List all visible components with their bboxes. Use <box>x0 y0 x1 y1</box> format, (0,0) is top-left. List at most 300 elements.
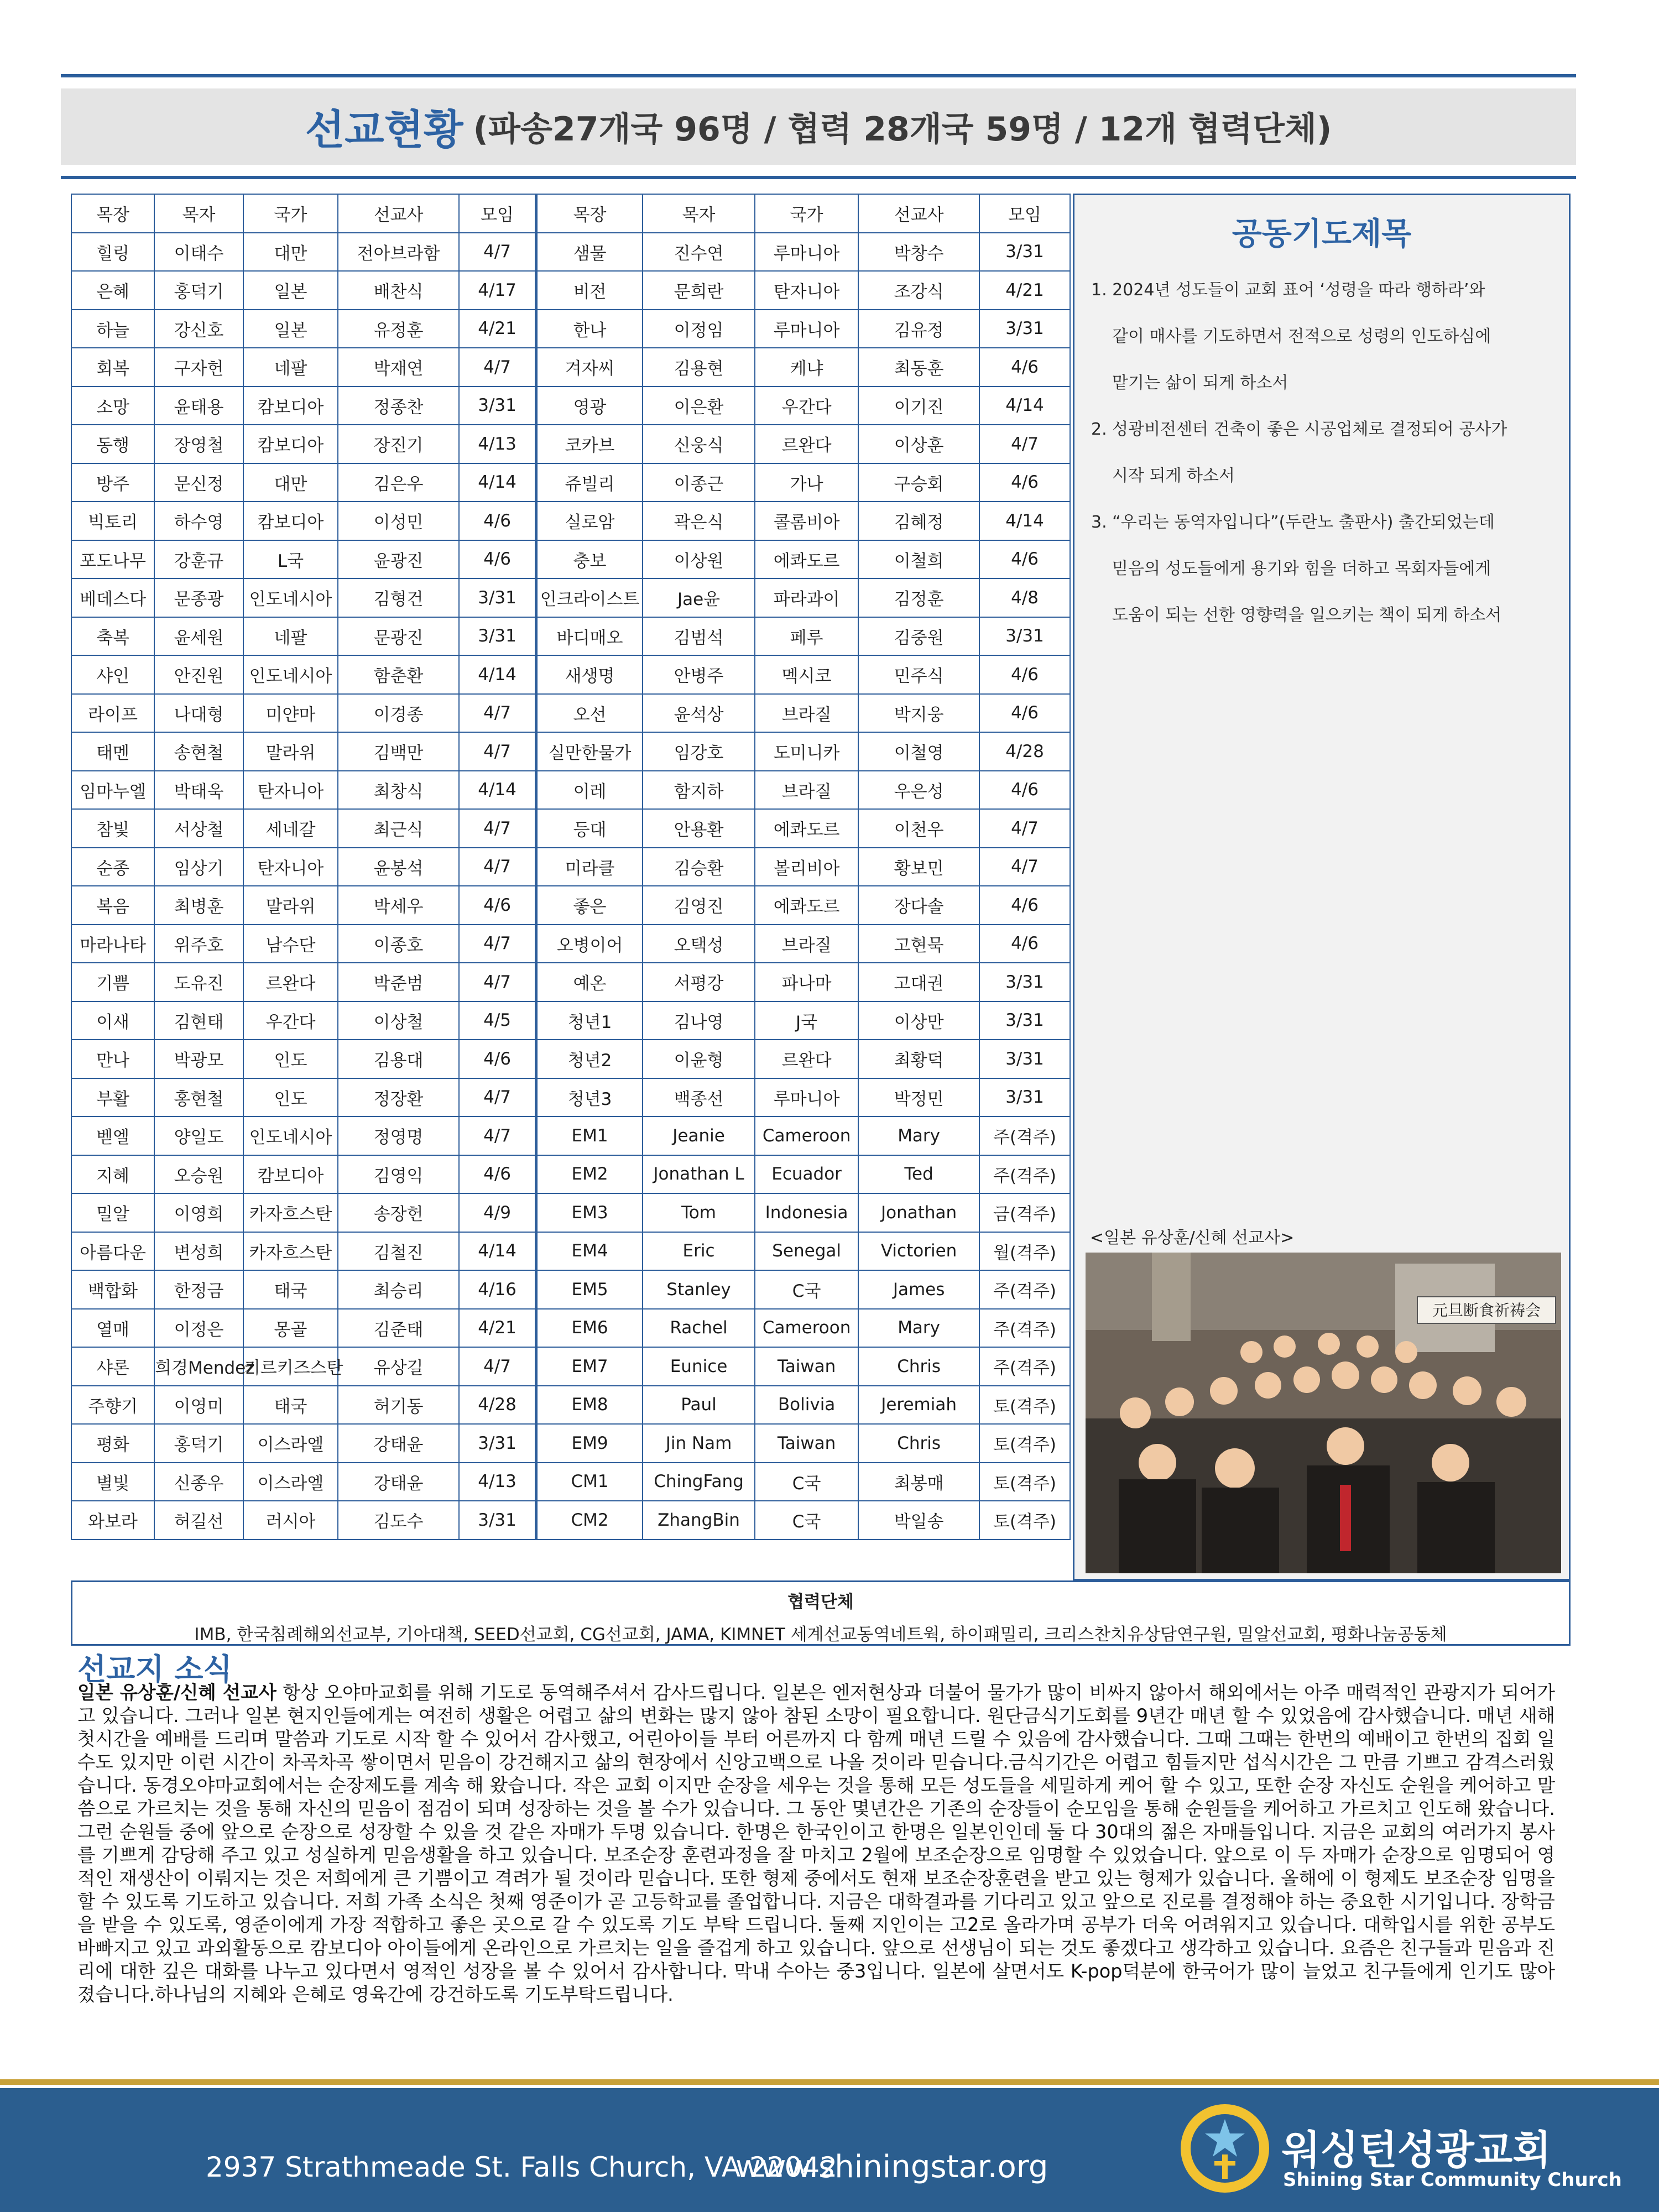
table-cell: 장영철 <box>154 425 243 463</box>
table-cell: Eunice <box>643 1347 755 1386</box>
page-title: 선교현황 <box>305 106 463 154</box>
news-body <box>77 1681 1555 2006</box>
table-cell: 나대형 <box>154 694 243 733</box>
table-cell: Senegal <box>755 1232 858 1271</box>
table-cell: 박일송 <box>858 1501 979 1540</box>
table-cell: 캄보디아 <box>243 502 338 540</box>
prayer-title: 공동기도제목 <box>1232 216 1412 252</box>
table-cell: 이경종 <box>338 694 459 733</box>
table-cell: 민주식 <box>858 655 979 694</box>
table-cell: 우간다 <box>755 387 858 425</box>
table-cell: 주(격주) <box>979 1309 1070 1348</box>
table-cell: 네팔 <box>243 617 338 656</box>
table-cell: 코카브 <box>536 425 643 463</box>
table-cell: 하수영 <box>154 502 243 540</box>
table-cell: 가나 <box>755 463 858 502</box>
table-cell: 윤봉석 <box>338 848 459 886</box>
table-cell: 청년2 <box>536 1040 643 1078</box>
table-cell: 힐링 <box>71 233 154 272</box>
table-cell: 4/6 <box>979 886 1070 925</box>
table-cell: 함지하 <box>643 771 755 810</box>
table-cell: Indonesia <box>755 1193 858 1232</box>
table-row <box>71 1347 1070 1386</box>
table-cell: 토(격주) <box>979 1386 1070 1425</box>
table-cell: 문종광 <box>154 578 243 617</box>
table-cell: 소망 <box>71 387 154 425</box>
table-row <box>71 1117 1070 1155</box>
table-cell: 3/31 <box>979 310 1070 348</box>
table-cell: 고현묵 <box>858 925 979 963</box>
table-cell: 4/7 <box>459 233 536 272</box>
missionary-group-photo <box>1086 1253 1561 1573</box>
table-cell: 양일도 <box>154 1117 243 1155</box>
table-cell: 위주호 <box>154 925 243 963</box>
table-cell: 우은성 <box>858 771 979 810</box>
table-cell: 강신호 <box>154 310 243 348</box>
table-cell: C국 <box>755 1463 858 1501</box>
table-cell: 3/31 <box>979 1078 1070 1117</box>
table-cell: 참빛 <box>71 809 154 848</box>
table-cell: 기쁨 <box>71 963 154 1001</box>
table-cell: EM7 <box>536 1347 643 1386</box>
table-row <box>71 732 1070 771</box>
table-cell: 에콰도르 <box>755 540 858 579</box>
table-cell: 김승환 <box>643 848 755 886</box>
table-cell: 이레 <box>536 771 643 810</box>
table-cell: 만나 <box>71 1040 154 1078</box>
table-cell: 예온 <box>536 963 643 1001</box>
table-cell: L국 <box>243 540 338 579</box>
table-cell: 서평강 <box>643 963 755 1001</box>
column-header: 목장 <box>71 194 154 233</box>
table-cell: 3/31 <box>459 617 536 656</box>
table-cell: 4/14 <box>459 463 536 502</box>
photo-caption: <일본 유상훈/신혜 선교사> <box>1090 1228 1295 1248</box>
table-cell: 주향기 <box>71 1386 154 1425</box>
table-cell: Ted <box>858 1155 979 1194</box>
table-cell: 4/14 <box>459 655 536 694</box>
table-cell: 김현태 <box>154 1001 243 1040</box>
partners-list: IMB, 한국침례해외선교부, 기아대책, SEED선교회, CG선교회, JAMA, KIMNET 세계선교동역네트웍, 하이패밀리, 크리스찬치유상담연구원, 밀알선교회, 평화나눔공동체 <box>194 1625 1447 1645</box>
table-cell: 인도네시아 <box>243 1117 338 1155</box>
table-cell: Jae윤 <box>643 578 755 617</box>
table-cell: 이영희 <box>154 1193 243 1232</box>
table-cell: 탄자니아 <box>755 271 858 310</box>
table-cell: 4/28 <box>979 732 1070 771</box>
table-row <box>71 1501 1070 1540</box>
table-cell: 좋은 <box>536 886 643 925</box>
table-row <box>71 1040 1070 1078</box>
table-cell: ChingFang <box>643 1463 755 1501</box>
table-row <box>71 694 1070 733</box>
table-cell: 토(격주) <box>979 1501 1070 1540</box>
table-cell: 4/6 <box>979 655 1070 694</box>
table-cell: 인도 <box>243 1040 338 1078</box>
table-cell: 4/7 <box>459 809 536 848</box>
table-cell: 4/8 <box>979 578 1070 617</box>
missionary-table-wrap <box>71 194 1071 1540</box>
table-cell: 최창식 <box>338 771 459 810</box>
column-header: 목자 <box>643 194 755 233</box>
table-cell: 송현철 <box>154 732 243 771</box>
table-cell: 르완다 <box>243 963 338 1001</box>
table-cell: 장진기 <box>338 425 459 463</box>
table-row <box>71 1155 1070 1194</box>
table-cell: 박태욱 <box>154 771 243 810</box>
table-cell: 황보민 <box>858 848 979 886</box>
table-cell: 샘물 <box>536 233 643 272</box>
table-row <box>71 809 1070 848</box>
table-cell: 베데스다 <box>71 578 154 617</box>
church-address: 2937 Strathmeade St. Falls Church, VA 22042 <box>206 2151 838 2183</box>
table-cell: 실로암 <box>536 502 643 540</box>
table-cell: 문신정 <box>154 463 243 502</box>
table-cell: 4/21 <box>459 1309 536 1348</box>
table-cell: 박광모 <box>154 1040 243 1078</box>
table-cell: 와보라 <box>71 1501 154 1540</box>
table-cell: 구승회 <box>858 463 979 502</box>
table-row <box>71 1424 1070 1463</box>
table-cell: 열매 <box>71 1309 154 1348</box>
table-row <box>71 771 1070 810</box>
table-cell: 박재연 <box>338 348 459 387</box>
table-cell: 마라나타 <box>71 925 154 963</box>
table-cell: 4/14 <box>459 771 536 810</box>
table-cell: 탄자니아 <box>243 771 338 810</box>
table-cell: 충보 <box>536 540 643 579</box>
table-cell: 대만 <box>243 463 338 502</box>
table-cell: 브라질 <box>755 694 858 733</box>
table-cell: 토(격주) <box>979 1424 1070 1463</box>
table-cell: 허기동 <box>338 1386 459 1425</box>
table-cell: 르완다 <box>755 1040 858 1078</box>
table-cell: Chris <box>858 1424 979 1463</box>
table-cell: 남수단 <box>243 925 338 963</box>
table-cell: 4/13 <box>459 425 536 463</box>
table-cell: 장다솔 <box>858 886 979 925</box>
prayer-item: 1. 2024년 성도들이 교회 표어 ‘성령을 따라 행하라’와 <box>1091 280 1485 300</box>
table-cell: 김나영 <box>643 1001 755 1040</box>
table-cell: 인도 <box>243 1078 338 1117</box>
prayer-item-continued: 시작 되게 하소서 <box>1112 466 1235 486</box>
news-lead: 일본 유상훈/신혜 선교사 <box>77 1682 276 1703</box>
table-cell: EM8 <box>536 1386 643 1425</box>
table-cell: 방주 <box>71 463 154 502</box>
table-cell: 평화 <box>71 1424 154 1463</box>
table-cell: 임상기 <box>154 848 243 886</box>
table-cell: 도미니카 <box>755 732 858 771</box>
table-cell: 이종근 <box>643 463 755 502</box>
prayer-list <box>1091 267 1556 639</box>
table-cell: 박지웅 <box>858 694 979 733</box>
table-cell: 전아브라함 <box>338 233 459 272</box>
table-cell: 4/7 <box>459 1347 536 1386</box>
table-cell: 4/6 <box>459 886 536 925</box>
column-header: 목자 <box>154 194 243 233</box>
table-row <box>71 463 1070 502</box>
table-cell: EM2 <box>536 1155 643 1194</box>
table-row <box>71 578 1070 617</box>
table-cell: 3/31 <box>459 387 536 425</box>
table-cell: 허길선 <box>154 1501 243 1540</box>
church-name-english: Shining Star Community Church <box>1283 2169 1622 2191</box>
news-title: 선교지 소식 <box>77 1652 232 1687</box>
table-cell: 4/6 <box>459 540 536 579</box>
table-cell: 이성민 <box>338 502 459 540</box>
table-cell: 최승리 <box>338 1270 459 1309</box>
table-row <box>71 348 1070 387</box>
table-cell: 김용현 <box>643 348 755 387</box>
table-cell: 임강호 <box>643 732 755 771</box>
table-cell: 안용환 <box>643 809 755 848</box>
table-cell: 4/7 <box>459 694 536 733</box>
table-cell: 신종우 <box>154 1463 243 1501</box>
table-cell: ZhangBin <box>643 1501 755 1540</box>
table-cell: 지혜 <box>71 1155 154 1194</box>
table-row <box>71 1463 1070 1501</box>
table-cell: 주(격주) <box>979 1270 1070 1309</box>
table-cell: 4/21 <box>979 271 1070 310</box>
table-cell: 4/6 <box>979 925 1070 963</box>
table-cell: 4/6 <box>979 348 1070 387</box>
table-cell: 4/7 <box>459 963 536 1001</box>
table-cell: 오선 <box>536 694 643 733</box>
table-cell: 일본 <box>243 271 338 310</box>
table-cell: 이스라엘 <box>243 1463 338 1501</box>
table-cell: 강태윤 <box>338 1424 459 1463</box>
table-cell: 4/5 <box>459 1001 536 1040</box>
table-cell: 4/14 <box>979 502 1070 540</box>
table-row <box>71 540 1070 579</box>
table-cell: 이철영 <box>858 732 979 771</box>
table-cell: 이상철 <box>338 1001 459 1040</box>
table-cell: 포도나무 <box>71 540 154 579</box>
table-cell: 주(격주) <box>979 1155 1070 1194</box>
table-cell: 러시아 <box>243 1501 338 1540</box>
table-cell: 오승원 <box>154 1155 243 1194</box>
table-cell: 별빛 <box>71 1463 154 1501</box>
photo-banner-text: 元旦断食祈祷会 <box>1432 1301 1541 1319</box>
table-cell: 김영진 <box>643 886 755 925</box>
table-cell: 주(격주) <box>979 1117 1070 1155</box>
table-cell: EM1 <box>536 1117 643 1155</box>
column-header: 선교사 <box>338 194 459 233</box>
table-cell: 회복 <box>71 348 154 387</box>
church-name-korean: 워싱턴성광교회 <box>1282 2127 1551 2173</box>
table-row <box>71 655 1070 694</box>
table-cell: 탄자니아 <box>243 848 338 886</box>
table-cell: 최동훈 <box>858 348 979 387</box>
table-cell: 3/31 <box>979 233 1070 272</box>
table-cell: 쥬빌리 <box>536 463 643 502</box>
partners-title: 협력단체 <box>787 1592 854 1612</box>
table-cell: 파나마 <box>755 963 858 1001</box>
table-row <box>71 1309 1070 1348</box>
table-cell: 백종선 <box>643 1078 755 1117</box>
table-cell: 4/13 <box>459 1463 536 1501</box>
table-cell: 새생명 <box>536 655 643 694</box>
table-cell: 문희란 <box>643 271 755 310</box>
table-cell: 4/14 <box>459 1232 536 1271</box>
table-cell: James <box>858 1270 979 1309</box>
table-row <box>71 617 1070 656</box>
prayer-item-continued: 도움이 되는 선한 영향력을 일으키는 책이 되게 하소서 <box>1112 606 1502 625</box>
table-cell: 루마니아 <box>755 1078 858 1117</box>
table-cell: Jeremiah <box>858 1386 979 1425</box>
table-cell: 4/7 <box>459 348 536 387</box>
table-cell: 정장환 <box>338 1078 459 1117</box>
table-cell: 인도네시아 <box>243 578 338 617</box>
column-header: 국가 <box>243 194 338 233</box>
table-cell: 4/6 <box>979 694 1070 733</box>
table-cell: 이새 <box>71 1001 154 1040</box>
table-cell: 카자흐스탄 <box>243 1193 338 1232</box>
table-cell: 영광 <box>536 387 643 425</box>
table-cell: Chris <box>858 1347 979 1386</box>
table-cell: 이상원 <box>643 540 755 579</box>
table-cell: 겨자씨 <box>536 348 643 387</box>
website-link[interactable]: www.shiningstar.org <box>735 2149 1048 2185</box>
table-cell: 미얀마 <box>243 694 338 733</box>
table-cell: 4/6 <box>459 1040 536 1078</box>
table-cell: 박준범 <box>338 963 459 1001</box>
table-cell: 은혜 <box>71 271 154 310</box>
table-cell: 하늘 <box>71 310 154 348</box>
table-cell: EM9 <box>536 1424 643 1463</box>
column-header: 목장 <box>536 194 643 233</box>
table-cell: 4/7 <box>459 732 536 771</box>
table-cell: 이은환 <box>643 387 755 425</box>
table-cell: 캄보디아 <box>243 425 338 463</box>
table-cell: 순종 <box>71 848 154 886</box>
table-row <box>71 233 1070 272</box>
title-bar <box>61 88 1576 165</box>
table-cell: 임마누엘 <box>71 771 154 810</box>
table-cell: 청년1 <box>536 1001 643 1040</box>
table-cell: 이윤형 <box>643 1040 755 1078</box>
table-cell: 윤석상 <box>643 694 755 733</box>
table-cell: 이천우 <box>858 809 979 848</box>
table-cell: 배찬식 <box>338 271 459 310</box>
table-cell: 이기진 <box>858 387 979 425</box>
table-cell: 3/31 <box>979 1040 1070 1078</box>
table-cell: 에콰도르 <box>755 809 858 848</box>
table-cell: 강훈규 <box>154 540 243 579</box>
partner-organizations <box>71 1580 1571 1646</box>
table-row <box>71 1078 1070 1117</box>
table-cell: 4/7 <box>459 848 536 886</box>
table-cell: 백합화 <box>71 1270 154 1309</box>
table-cell: 김용대 <box>338 1040 459 1078</box>
column-header: 국가 <box>755 194 858 233</box>
table-row <box>71 387 1070 425</box>
table-cell: 3/31 <box>979 963 1070 1001</box>
table-cell: EM4 <box>536 1232 643 1271</box>
table-cell: 네팔 <box>243 348 338 387</box>
table-cell: 강태윤 <box>338 1463 459 1501</box>
table-cell: 윤세원 <box>154 617 243 656</box>
page-subtitle: (파송27개국 96명 / 협력 28개국 59명 / 12개 협력단체) <box>473 110 1332 149</box>
table-cell: 김혜정 <box>858 502 979 540</box>
table-cell: Eric <box>643 1232 755 1271</box>
table-cell: 4/6 <box>979 463 1070 502</box>
table-cell: 한정금 <box>154 1270 243 1309</box>
table-cell: 파라과이 <box>755 578 858 617</box>
table-row <box>71 925 1070 963</box>
table-row <box>71 271 1070 310</box>
table-cell: 인크라이스트 <box>536 578 643 617</box>
table-cell: 김도수 <box>338 1501 459 1540</box>
table-cell: 세네갈 <box>243 809 338 848</box>
table-cell: 케냐 <box>755 348 858 387</box>
table-cell: 이상훈 <box>858 425 979 463</box>
table-cell: 이영미 <box>154 1386 243 1425</box>
table-cell: Ecuador <box>755 1155 858 1194</box>
table-cell: 토(격주) <box>979 1463 1070 1501</box>
table-cell: 박정민 <box>858 1078 979 1117</box>
table-cell: 4/6 <box>459 1155 536 1194</box>
table-cell: 4/17 <box>459 271 536 310</box>
table-cell: 일본 <box>243 310 338 348</box>
table-cell: 태멘 <box>71 732 154 771</box>
table-cell: 주(격주) <box>979 1347 1070 1386</box>
table-cell: 진수연 <box>643 233 755 272</box>
table-cell: 유상길 <box>338 1347 459 1386</box>
table-cell: 박창수 <box>858 233 979 272</box>
table-cell: 월(격주) <box>979 1232 1070 1271</box>
table-cell: 4/7 <box>459 925 536 963</box>
table-cell: 3/31 <box>459 578 536 617</box>
table-cell: CM1 <box>536 1463 643 1501</box>
table-cell: 몽골 <box>243 1309 338 1348</box>
table-cell: 금(격주) <box>979 1193 1070 1232</box>
prayer-item-continued: 믿음의 성도들에게 용기와 힘을 더하고 목회자들에게 <box>1112 559 1491 578</box>
table-cell: 김철진 <box>338 1232 459 1271</box>
table-cell: 김중원 <box>858 617 979 656</box>
table-header-row <box>71 194 1070 233</box>
table-cell: 실만한물가 <box>536 732 643 771</box>
table-cell: 샤인 <box>71 655 154 694</box>
table-cell: 부활 <box>71 1078 154 1117</box>
table-cell: 4/6 <box>979 771 1070 810</box>
table-cell: 3/31 <box>459 1501 536 1540</box>
table-row <box>71 310 1070 348</box>
table-row <box>71 1270 1070 1309</box>
table-cell: Victorien <box>858 1232 979 1271</box>
table-cell: 볼리비아 <box>755 848 858 886</box>
table-cell: 벧엘 <box>71 1117 154 1155</box>
table-cell: 오택성 <box>643 925 755 963</box>
column-header: 모임 <box>459 194 536 233</box>
table-cell: 4/14 <box>979 387 1070 425</box>
table-cell: 4/7 <box>459 1078 536 1117</box>
table-cell: 4/7 <box>979 848 1070 886</box>
table-cell: 4/7 <box>979 809 1070 848</box>
news-text: 항상 오야마교회를 위해 기도로 동역해주셔서 감사드립니다. 일본은 엔저현상과 더불어 물가가 많이 비싸지 않아서 해외에서는 아주 매력적인 관광지가 되어가고 있습니다. 그러나 일본 현지인들에게는 여전히 생활은 어렵고 삶의 변화는 많지 않아 참된 소망이 필요합니다. 원단금식기도회를 9년간 매년 할 수 있었음에 감사했습니다. 매년 새해 첫시간을 예배를 드리며 말씀과 기도로 시작 할 수 있어서 감사했고, 어린아이들 부터 어른까지 다 함께 매년 드릴 수 있음에 감사했습니다. 그때 그때는 한번의 예배이고 한번의 집회 일 수도 있지만 이런 시간이 차곡차곡 쌓이면서 믿음이 강건해지고 삶의 현장에서 신앙고백으로 나올 것이라 믿습니다.금식기간은 어렵고 힘들지만 섭식시간은 그 만큼 기쁘고 감격스러웠습니다. 동경오야마교회에서는 순장제도를 계속 해 왔습니다. 작은 교회 이지만 순장을 세우는 것을 통해 모든 성도들을 세밀하게 케어 할 수 있고, 또한 순장 자신도 순원을 케어하고 말씀으로 가르치는 것을 통해 자신의 믿음이 점검이 되며 성장하는 것을 볼 수가 있습니다. 그 동안 몇년간은 기존의 순장들이 순모임을 통해 순원들을 케어하고 가르치고 인도해 왔습니다. 그런 순원들 중에 앞으로 순장으로 성장할 수 있을 것 같은 자매가 두명 있습니다. 한명은 한국인이고 한명은 일본인인데 둘 다 30대의 젊은 자매들입니다. 지금은 교회의 여러가지 봉사를 기쁘게 감당해 주고 있고 성실하게 믿음생활을 하고 있습니다. 보조순장 훈련과정을 잘 마치고 2월에 보조순장으로 임명할 수 있었습니다. 앞으로 이 두 자매가 순장으로 임명되어 영적인 재생산이 이뤄지는 것은 저희에게 큰 기쁨이고 격려가 될 것이라 믿습니다. 또한 형제 중에서도 현재 보조순장훈련을 받고 있는 형제가 있습니다. 올해에 이 형제도 보조순장 임명을 할 수 있도록 기도하고 있습니다. 저희 가족 소식은 첫째 영준이가 곧 고등학교를 졸업합니다. 지금은 대학결과를 기다리고 있고 앞으로 진로를 결정해야 하는 중요한 시기입니다. 장학금을 받을 수 있도록, 영준이에게 가장 적합하고 좋은 곳으로 갈 수 있도록 기도 부탁 드립니다. 둘째 지인이는 고2로 올라가며 공부가 더욱 어려워지고 있습니다. 대학입시를 위한 공부도 바빠지고 있고 과외활동으로 캄보디아 아이들에게 온라인으로 가르치는 일을 즐겁게 하고 있습니다. 앞으로 선생님이 되는 것도 좋겠다고 생각하고 있습니다. 요즘은 친구들과 믿음과 진리에 대한 깊은 대화를 나누고 있다면서 영적인 성장을 볼 수 있어서 감사합니다. 막내 수아는 중3입니다. 일본에 살면서도 K-pop덕분에 한국어가 많이 늘었고 친구들에게 인기도 많아졌습니다.하나님의 지혜와 은혜로 영육간에 강건하도록 기도부탁드립니다. <box>77 1682 1555 2005</box>
table-cell: 4/6 <box>459 502 536 540</box>
table-cell: 이종호 <box>338 925 459 963</box>
table-cell: 멕시코 <box>755 655 858 694</box>
table-cell: 이스라엘 <box>243 1424 338 1463</box>
table-cell: 문광진 <box>338 617 459 656</box>
table-cell: 홍현철 <box>154 1078 243 1117</box>
table-row <box>71 963 1070 1001</box>
table-cell: C국 <box>755 1270 858 1309</box>
table-cell: Stanley <box>643 1270 755 1309</box>
table-cell: 밀알 <box>71 1193 154 1232</box>
table-cell: 최병훈 <box>154 886 243 925</box>
table-cell: 정영명 <box>338 1117 459 1155</box>
